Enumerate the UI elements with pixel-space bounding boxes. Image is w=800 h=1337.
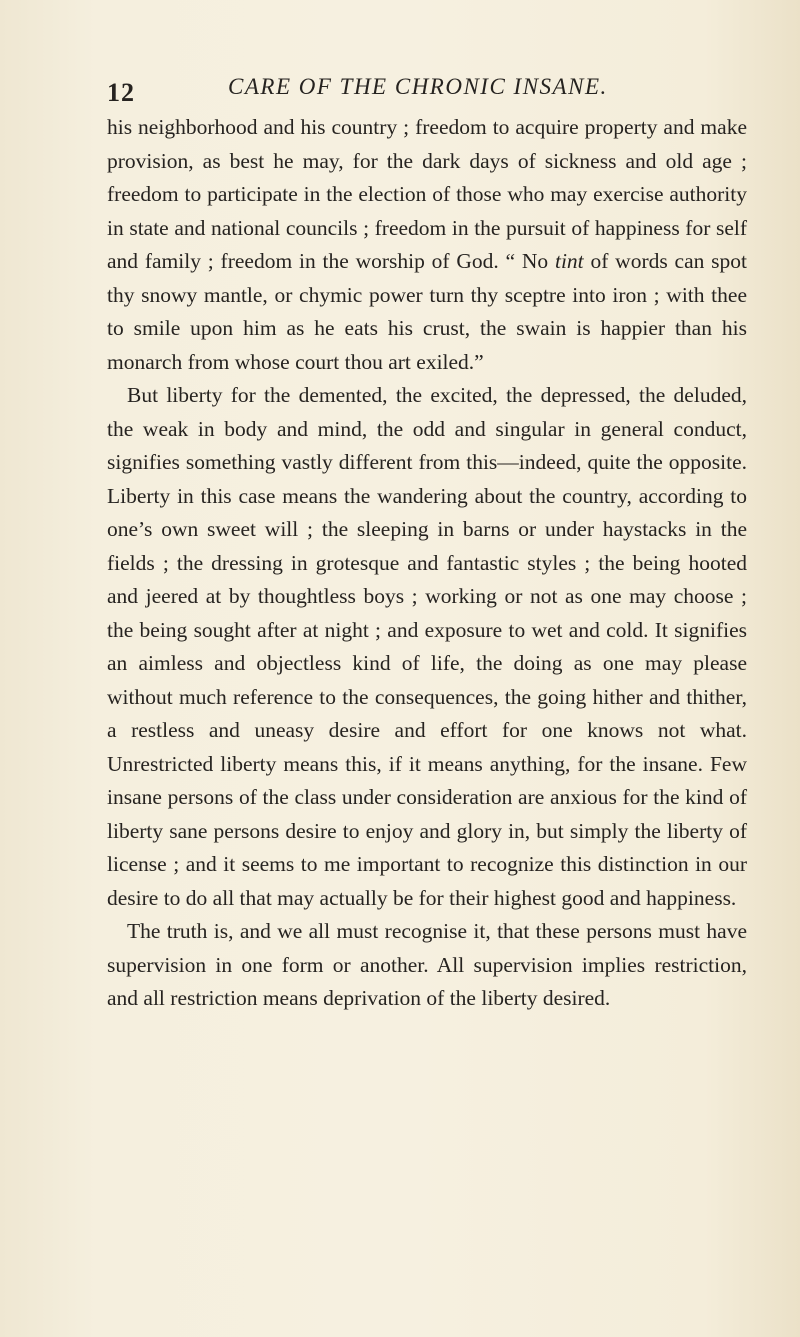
paragraph-text-after-italic: of words can spot thy snowy mantle, or chymic power turn thy sceptre into iron ; with thee to smile upon him as he eats his crust, the swain is happier than his monarch from whose court thou art exiled.” <box>107 249 747 374</box>
running-title: CARE OF THE CHRONIC INSANE. <box>228 74 608 99</box>
paragraph-liberty: But liberty for the demented, the excited, the depressed, the deluded, the weak in body and mind, the odd and singular in general conduct, signifies something vastly different from this—indeed, quite the opposite. Liberty in this case means the wandering about the country, according to one’s own sweet will ; the sleeping in barns or under haystacks in the fields ; the dressing in grotesque and fantastic styles ; the being hooted and jeered at by thoughtless boys ; working or not as one may choose ; the being sought after at night ; and exposure to wet and cold. It signifies an aimless and objectless kind of life, the doing as one may please without much reference to the consequences, the going hither and thither, a restless and uneasy desire and effort for one knows not what. Unrestricted liberty means this, if it means anything, for the insane. Few insane persons of the class under consideration are anxious for the kind of liberty sane persons desire to enjoy and glory in, but simply the liberty of license ; and it seems to me important to recognize this distinction in our desire to do all that may actually be for their highest good and happiness. <box>107 383 747 910</box>
page-number: 12 <box>107 78 135 107</box>
paragraph-supervision: The truth is, and we all must recognise it, that these persons must have supervision in one form or another. All supervision implies restriction, and all restriction means deprivation of the liberty desired. <box>107 919 747 1010</box>
body-text <box>107 111 747 1016</box>
paragraph-text-before-italic: his neighborhood and his country ; freedom to acquire property and make provision, as best he may, for the dark days of sickness and old age ; freedom to participate in the election of those who may exercise authority in state and national councils ; freedom in the pursuit of happiness for self and family ; freedom in the worship of God. “ No <box>107 115 747 273</box>
italic-word: tint <box>554 249 584 273</box>
page-header <box>107 70 747 110</box>
paragraph-continued <box>107 111 747 379</box>
